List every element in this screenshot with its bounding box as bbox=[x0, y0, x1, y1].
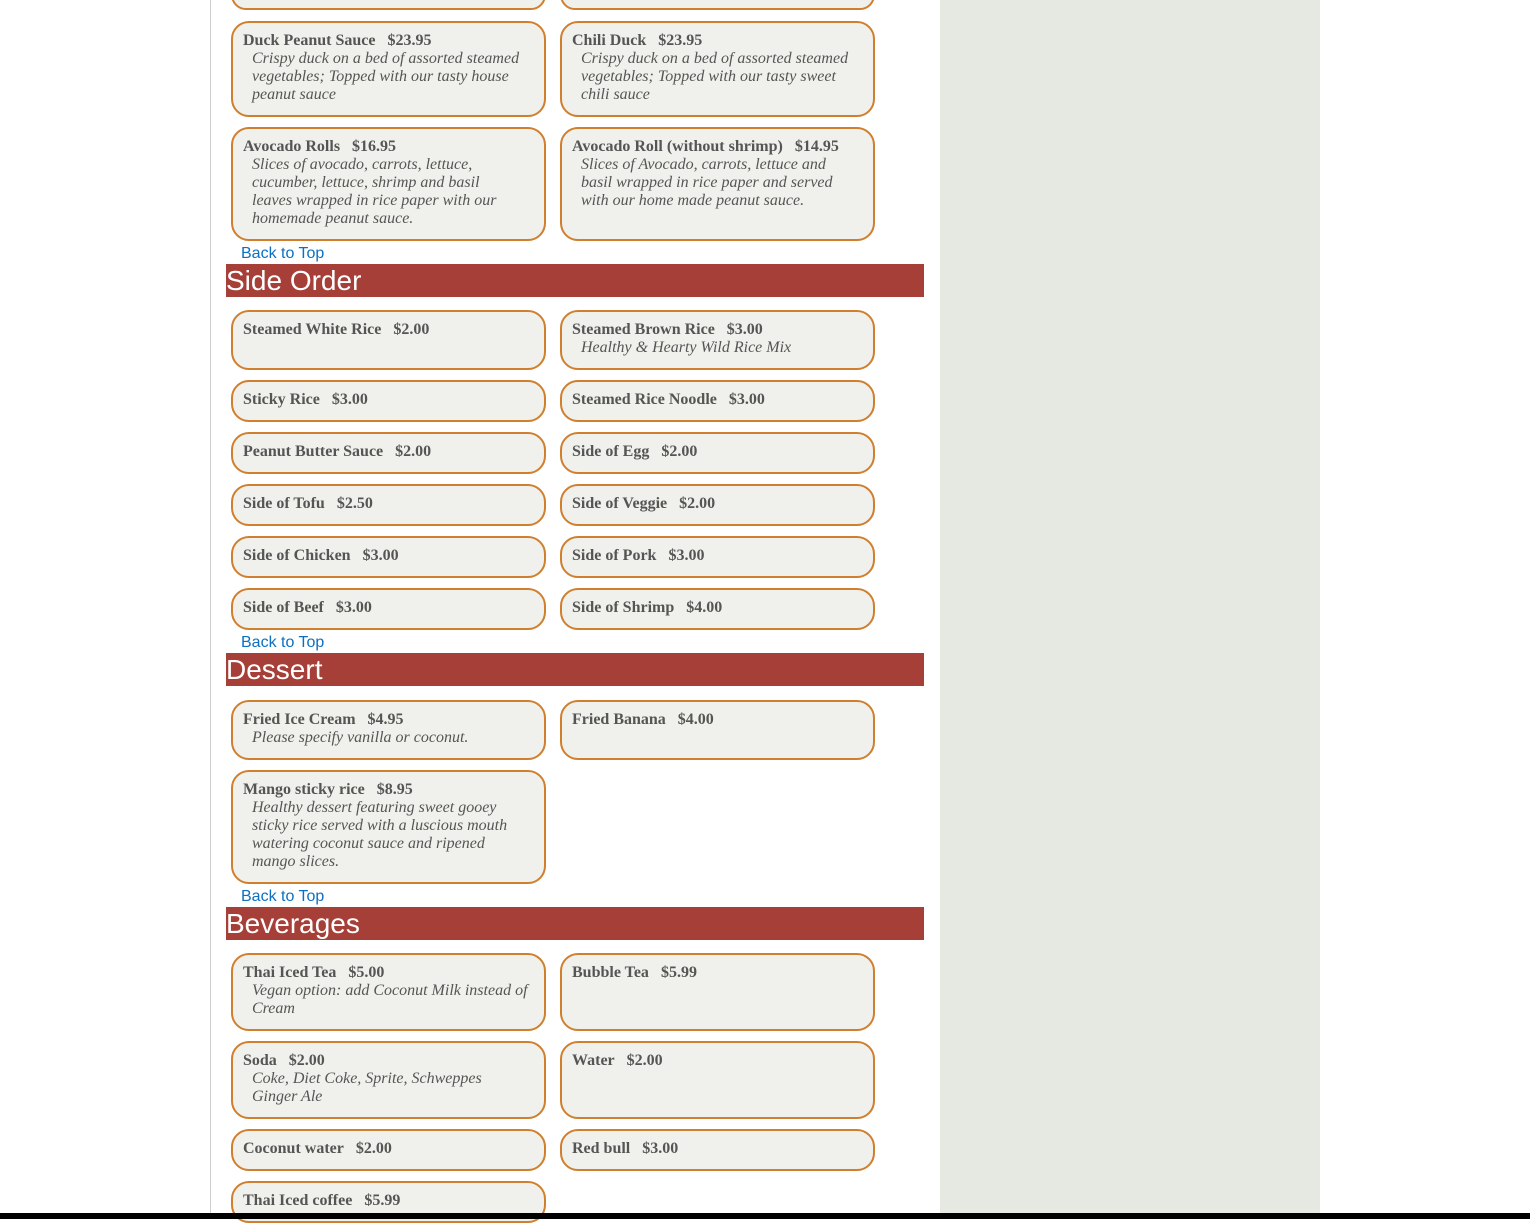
item-description: Crispy duck on a bed of assorted steamed vegetables; Topped with our tasty house peanut sauce bbox=[252, 50, 520, 103]
item-name: Side of Veggie bbox=[572, 495, 668, 512]
item-price: $3.00 bbox=[362, 547, 399, 564]
item-price: $4.00 bbox=[686, 599, 723, 616]
menu-item-card bbox=[231, 953, 546, 1031]
item-name: Fried Ice Cream bbox=[243, 711, 356, 728]
item-price: $3.00 bbox=[668, 547, 705, 564]
item-price: $4.00 bbox=[677, 711, 714, 728]
item-name: Steamed Rice Noodle bbox=[572, 391, 717, 408]
item-price: $23.95 bbox=[658, 32, 703, 49]
item-price: $3.00 bbox=[642, 1140, 679, 1157]
menu-item-card bbox=[231, 0, 546, 10]
section-header-side-order: Side Order bbox=[226, 264, 924, 297]
item-price: $16.95 bbox=[352, 138, 397, 155]
item-name: Fried Banana bbox=[572, 711, 666, 728]
menu-item-card bbox=[560, 953, 875, 1031]
back-to-top-link[interactable]: Back to Top bbox=[241, 245, 325, 262]
item-name: Bubble Tea bbox=[572, 964, 649, 981]
menu-item-card bbox=[560, 536, 875, 578]
item-description: Coke, Diet Coke, Sprite, Schweppes Ginger Ale bbox=[252, 1070, 482, 1105]
menu-item-card bbox=[231, 770, 546, 884]
menu-item-card bbox=[231, 127, 546, 241]
item-price: $3.00 bbox=[335, 599, 372, 616]
item-description: Healthy & Hearty Wild Rice Mix bbox=[581, 339, 792, 356]
item-name: Side of Egg bbox=[572, 443, 650, 460]
item-price: $23.95 bbox=[387, 32, 432, 49]
menu-item-card bbox=[231, 21, 546, 117]
item-price: $2.00 bbox=[288, 1052, 325, 1069]
item-name: Thai Iced coffee bbox=[243, 1192, 353, 1209]
item-name: Chili Duck bbox=[572, 32, 647, 49]
menu-item-card bbox=[560, 21, 875, 117]
item-description: Slices of Avocado, carrots, lettuce and basil wrapped in rice paper and served with our home made peanut sauce. bbox=[581, 156, 833, 209]
right-sidebar bbox=[940, 0, 1320, 1219]
item-price: $2.00 bbox=[626, 1052, 663, 1069]
item-price: $3.00 bbox=[726, 321, 763, 338]
menu-item-card bbox=[560, 1129, 875, 1171]
item-name: Water bbox=[572, 1052, 615, 1069]
menu-item-card bbox=[231, 588, 546, 630]
menu-item-card bbox=[560, 310, 875, 370]
item-price: $2.00 bbox=[679, 495, 716, 512]
menu-item-card bbox=[231, 536, 546, 578]
item-name: Thai Iced Tea bbox=[243, 964, 337, 981]
menu-item-card bbox=[560, 432, 875, 474]
menu-item-card bbox=[560, 380, 875, 422]
item-name: Mango sticky rice bbox=[243, 781, 365, 798]
item-name: Side of Beef bbox=[243, 599, 324, 616]
item-name: Side of Pork bbox=[572, 547, 657, 564]
menu-item-card bbox=[560, 700, 875, 760]
item-name: Duck Peanut Sauce bbox=[243, 32, 376, 49]
item-description: Please specify vanilla or coconut. bbox=[252, 729, 469, 746]
item-description: Crispy duck on a bed of assorted steamed vegetables; Topped with our tasty sweet chili sauce bbox=[581, 50, 849, 103]
menu-item-card bbox=[560, 588, 875, 630]
menu-item-card bbox=[560, 0, 875, 10]
item-description: Slices of avocado, carrots, lettuce, cucumber, lettuce, shrimp and basil leaves wrapped in rice paper with our homemade peanut sauce. bbox=[252, 156, 497, 227]
menu-item-card bbox=[231, 310, 546, 370]
menu-item-card bbox=[231, 432, 546, 474]
item-name: Side of Chicken bbox=[243, 547, 351, 564]
item-price: $4.95 bbox=[367, 711, 404, 728]
menu-item-card bbox=[231, 1129, 546, 1171]
menu-item-card bbox=[231, 700, 546, 760]
item-price: $5.99 bbox=[364, 1192, 401, 1209]
section-header-dessert: Dessert bbox=[226, 653, 924, 686]
item-price: $2.00 bbox=[355, 1140, 392, 1157]
item-name: Side of Shrimp bbox=[572, 599, 675, 616]
item-name: Avocado Rolls bbox=[243, 138, 341, 155]
menu-item-card bbox=[560, 1041, 875, 1119]
back-to-top-link[interactable]: Back to Top bbox=[241, 888, 325, 905]
item-price: $5.99 bbox=[660, 964, 697, 981]
section-header-beverages: Beverages bbox=[226, 907, 924, 940]
item-name: Red bull bbox=[572, 1140, 631, 1157]
bottom-bar bbox=[0, 1213, 1530, 1219]
menu-item-card bbox=[231, 484, 546, 526]
menu-item-card bbox=[231, 380, 546, 422]
item-description: Healthy dessert featuring sweet gooey sticky rice served with a luscious mouth watering coconut sauce and ripened mango slices. bbox=[252, 799, 508, 870]
item-price: $2.50 bbox=[336, 495, 373, 512]
item-price: $2.00 bbox=[661, 443, 698, 460]
item-price: $3.00 bbox=[728, 391, 765, 408]
item-price: $2.00 bbox=[393, 321, 430, 338]
item-name: Steamed White Rice bbox=[243, 321, 382, 338]
item-name: Coconut water bbox=[243, 1140, 344, 1157]
menu-item-card bbox=[560, 127, 875, 241]
menu-item-card bbox=[231, 1041, 546, 1119]
back-to-top-link[interactable]: Back to Top bbox=[241, 634, 325, 651]
item-name: Soda bbox=[243, 1052, 277, 1069]
item-price: $8.95 bbox=[376, 781, 413, 798]
item-name: Steamed Brown Rice bbox=[572, 321, 715, 338]
item-name: Peanut Butter Sauce bbox=[243, 443, 384, 460]
item-name: Avocado Roll (without shrimp) bbox=[572, 138, 783, 155]
item-price: $3.00 bbox=[331, 391, 368, 408]
item-price: $2.00 bbox=[395, 443, 432, 460]
item-price: $14.95 bbox=[794, 138, 839, 155]
item-description: Vegan option: add Coconut Milk instead of Cream bbox=[252, 982, 528, 1017]
item-name: Sticky Rice bbox=[243, 391, 320, 408]
menu-item-card bbox=[560, 484, 875, 526]
item-name: Side of Tofu bbox=[243, 495, 325, 512]
item-price: $5.00 bbox=[348, 964, 385, 981]
